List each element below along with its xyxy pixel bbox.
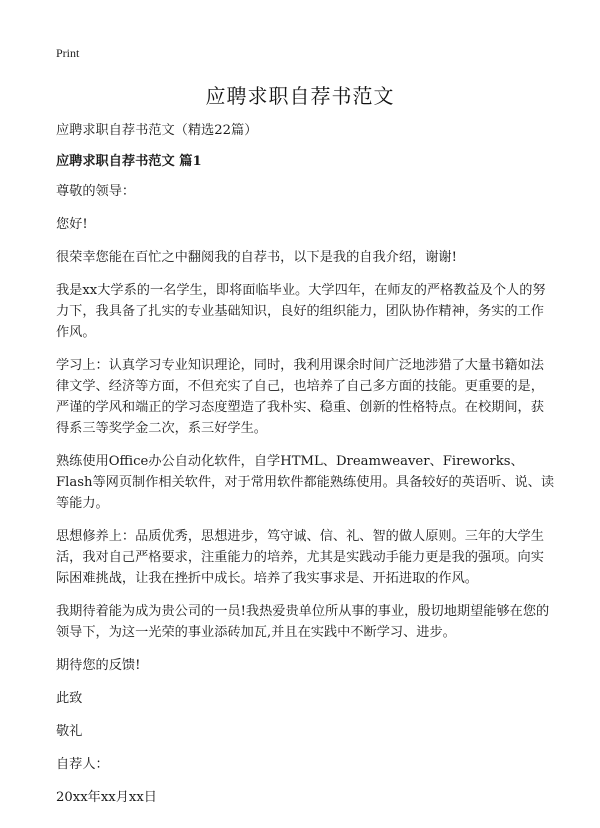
- expectation-paragraph: 我期待着能为成为贵公司的一员!我热爱贵单位所从事的事业，殷切地期望能够在您的领导下，为这一光荣的事业添砖加瓦,并且在实践中不断学习、进步。: [56, 604, 550, 640]
- closing-cizhi: 此致: [56, 691, 83, 706]
- background-paragraph: 我是xx大学系的一名学生，即将面临毕业。大学四年，在师友的严格教益及个人的努力下，我具备了扎实的专业基础知识，良好的组织能力，团队协作精神，务实的工作作风。: [56, 283, 546, 340]
- character-paragraph: 思想修养上：品质优秀，思想进步，笃守诚、信、礼、智的做人原则。三年的大学生活，我对自己严格要求，注重能力的培养，尤其是实践动手能力更是我的强项。向实际困难挑战，让我在挫折中成长。培养了我实事求是、开拓进取的作风。: [56, 529, 544, 586]
- closing-jingli: 敬礼: [56, 724, 83, 739]
- closing-line: 期待您的反馈!: [56, 658, 141, 673]
- print-label: Print: [56, 46, 80, 60]
- document-subtitle: 应聘求职自荐书范文（精选22篇）: [56, 123, 258, 138]
- skills-paragraph: 熟练使用Office办公自动化软件，自学HTML、Dreamweaver、Fireworks、Flash等网页制作相关软件，对于常用软件都能熟练使用。具备较好的英语听、说、读等能力。: [56, 454, 555, 511]
- date-line: 20xx年xx月xx日: [56, 790, 157, 805]
- study-paragraph: 学习上：认真学习专业知识理论，同时，我利用课余时间广泛地涉猎了大量书籍如法律文学、经济等方面，不但充实了自己，也培养了自己多方面的技能。更重要的是，严谨的学风和端正的学习态度塑造了我朴实、稳重、创新的性格特点。在校期间，获得系三等奖学金二次，系三好学生。: [56, 358, 544, 436]
- section-heading: 应聘求职自荐书范文 篇1: [56, 154, 202, 169]
- document-title: 应聘求职自荐书范文: [205, 84, 395, 108]
- intro-paragraph: 很荣幸您能在百忙之中翻阅我的自荐书，以下是我的自我介绍，谢谢!: [56, 250, 457, 265]
- greeting: 您好!: [56, 217, 88, 232]
- signature-label: 自荐人：: [56, 757, 109, 772]
- salutation: 尊敬的领导：: [56, 184, 136, 199]
- document-body: [56, 120, 556, 820]
